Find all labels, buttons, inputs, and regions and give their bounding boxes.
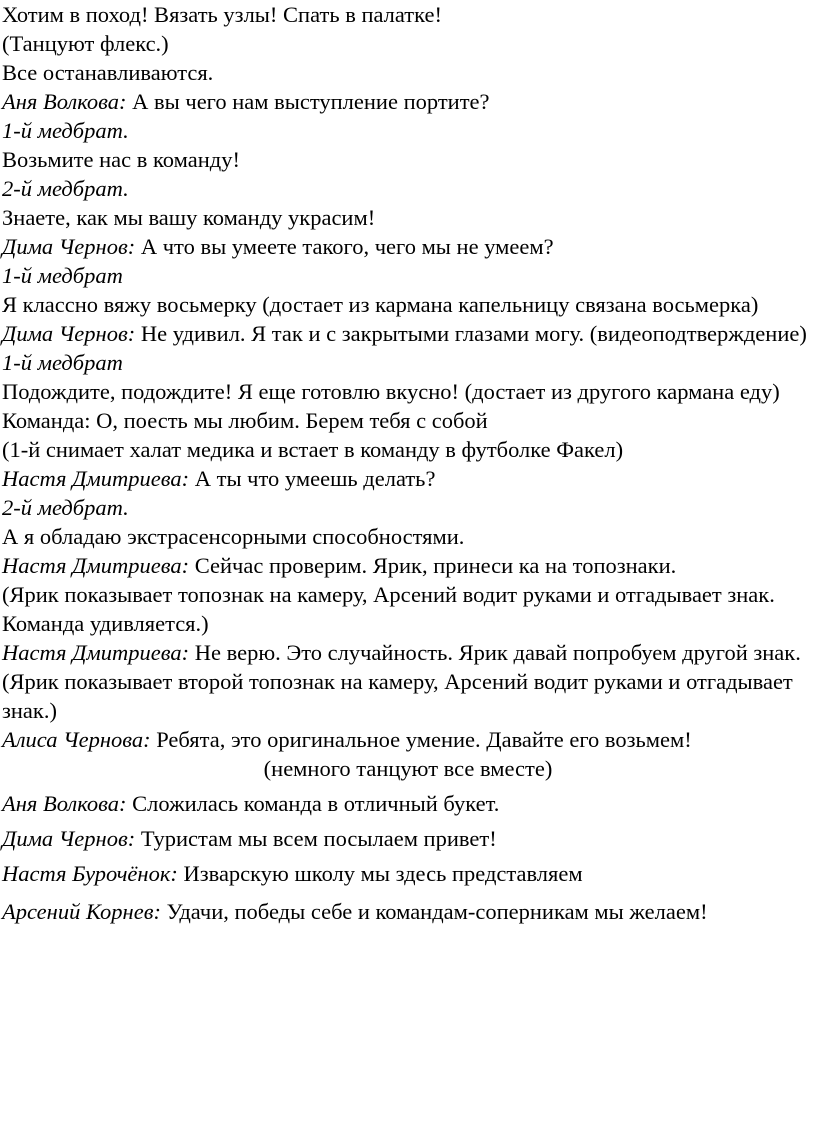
speaker-name: 1-й медбрат	[2, 350, 123, 375]
stage-direction: (Ярик показывает топознак на камеру, Арсений водит руками и отгадывает знак. Команда удивляется.)	[2, 582, 775, 636]
dialogue-line: Я классно вяжу восьмерку (достает из кармана капельницу связана восьмерка)	[2, 292, 759, 317]
dialogue-line	[2, 464, 814, 493]
speaker-name: Аня Волкова:	[2, 791, 127, 816]
speaker-name: Настя Бурочёнок:	[2, 861, 178, 886]
stage-direction: (немного танцуют все вместе)	[263, 756, 553, 781]
dialogue-line	[2, 87, 814, 116]
dialogue-line	[2, 319, 814, 348]
dialogue-line	[2, 551, 814, 580]
speaker-name: Дима Чернов:	[2, 826, 136, 851]
speaker-name: Арсений Корнев:	[2, 899, 161, 924]
speaker-name: Настя Дмитриева:	[2, 466, 190, 491]
speaker-name: Алиса Чернова:	[2, 727, 151, 752]
speaker-line	[2, 348, 814, 377]
dialogue-line: Знаете, как мы вашу команду украсим!	[2, 205, 376, 230]
dialogue-text: Изварскую школу мы здесь представляем	[183, 861, 583, 886]
dialogue-text: Сейчас проверим. Ярик, принеси ка на топознаки.	[194, 553, 677, 578]
stage-line: Хотим в поход! Вязать узлы! Спать в палатке!	[2, 2, 442, 27]
dialogue-line	[2, 894, 814, 929]
dialogue-text: Не верю. Это случайность. Ярик давай попробуем другой знак.	[194, 640, 801, 665]
speaker-line	[2, 493, 814, 522]
dialogue-text: Ребята, это оригинальное умение. Давайте его возьмем!	[156, 727, 692, 752]
dialogue-line	[2, 789, 814, 818]
speaker-name: 1-й медбрат.	[2, 118, 129, 143]
stage-direction: Все останавливаются.	[2, 60, 214, 85]
dialogue-text: А вы чего нам выступление портите?	[132, 89, 490, 114]
speaker-name: Дима Чернов:	[2, 234, 136, 259]
dialogue-line	[2, 638, 814, 667]
dialogue-line	[2, 725, 814, 754]
stage-direction: (Танцуют флекс.)	[2, 31, 169, 56]
speaker-line	[2, 116, 814, 145]
stage-direction: (Ярик показывает второй топознак на камеру, Арсений водит руками и отгадывает знак.)	[2, 669, 793, 723]
stage-direction: (1-й снимает халат медика и встает в команду в футболке Факел)	[2, 437, 624, 462]
dialogue-text: А что вы умеете такого, чего мы не умеем?	[140, 234, 554, 259]
speaker-name: 1-й медбрат	[2, 263, 123, 288]
script-page	[2, 0, 814, 929]
speaker-name: Настя Дмитриева:	[2, 553, 190, 578]
speaker-name: 2-й медбрат.	[2, 495, 129, 520]
dialogue-text: Не удивил. Я так и с закрытыми глазами могу. (видеоподтверждение)	[140, 321, 807, 346]
speaker-name: Аня Волкова:	[2, 89, 127, 114]
speaker-name: 2-й медбрат.	[2, 176, 129, 201]
dialogue-text: А ты что умеешь делать?	[194, 466, 436, 491]
dialogue-line: Возьмите нас в команду!	[2, 147, 240, 172]
speaker-name: Настя Дмитриева:	[2, 640, 190, 665]
dialogue-line: Команда: О, поесть мы любим. Берем тебя с собой	[2, 408, 488, 433]
dialogue-text: Удачи, победы себе и командам-соперникам мы желаем!	[166, 899, 708, 924]
speaker-line	[2, 261, 814, 290]
dialogue-text: Туристам мы всем посылаем привет!	[140, 826, 497, 851]
dialogue-line: А я обладаю экстрасенсорными способностями.	[2, 524, 465, 549]
speaker-name: Дима Чернов:	[2, 321, 136, 346]
dialogue-line	[2, 232, 814, 261]
dialogue-line: Подождите, подождите! Я еще готовлю вкусно! (достает из другого кармана еду)	[2, 379, 780, 404]
speaker-line	[2, 174, 814, 203]
dialogue-line	[2, 824, 814, 853]
dialogue-line	[2, 859, 814, 888]
dialogue-text: Сложилась команда в отличный букет.	[132, 791, 500, 816]
